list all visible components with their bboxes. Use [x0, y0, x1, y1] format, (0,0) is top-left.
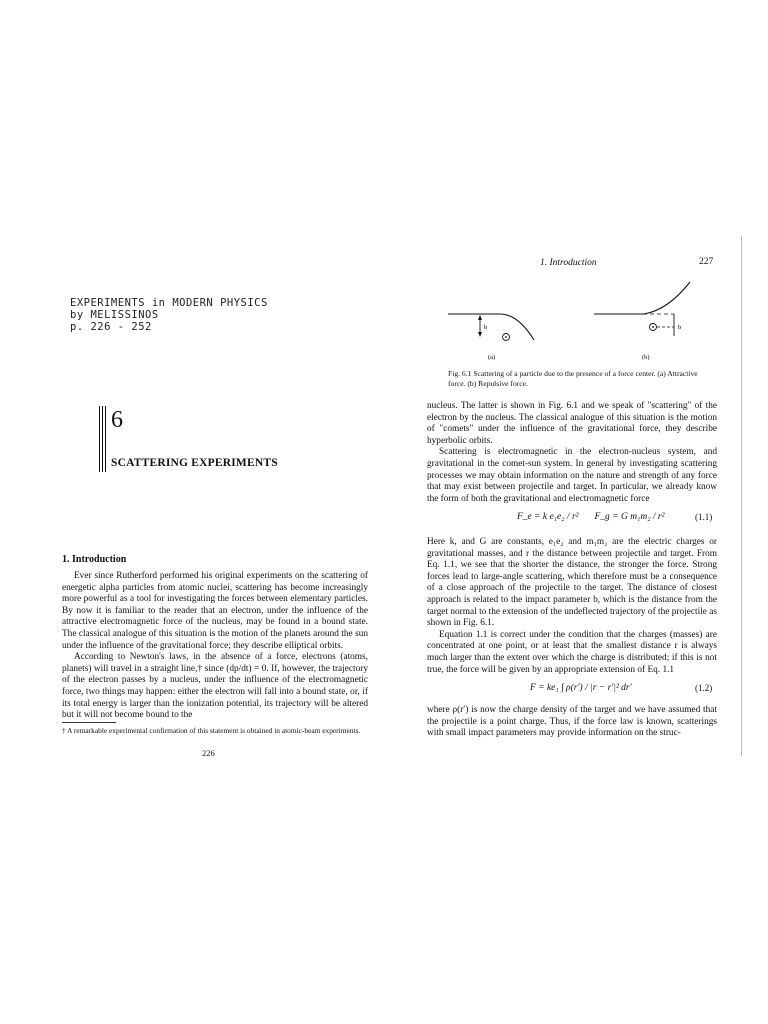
left-paragraph-2: According to Newton's laws, in the absence of a force, electrons (atoms, planets) will travel in a straight line,† since (dp/dt) = 0. If, however, the trajectory of the electron passes by a nucleus, under the influence of the electromagnetic force, two things may happen: either the electron will fall into a bound state, or, if its total energy is larger than the ionization potential, its trajectory will be altered but it will not become bound to the: [62, 652, 368, 721]
figure-b-label-b: b: [678, 324, 682, 331]
right-body-bottom: [427, 705, 717, 740]
right-body-top: [427, 401, 717, 505]
chapter-number: 6: [111, 407, 123, 433]
chapter-title: SCATTERING EXPERIMENTS: [111, 457, 278, 469]
footnote-rule: [62, 722, 116, 723]
equation-fe: F_e = k e₁e₂ / r²: [517, 512, 579, 522]
equation-1-1: [517, 512, 717, 522]
running-head: 1. Introduction: [540, 258, 597, 268]
right-paragraph-2: Scattering is electromagnetic in the electron-nucleus system, and gravitational in the comet-sun system. In general by investigating scattering processes we may obtain information on the nature and strength of any force that may exist between projectile and target. In particular, we already know the form of both the gravitational and electromagnetic force: [427, 447, 717, 504]
left-body: [62, 571, 368, 722]
panel-label-b: (b): [642, 354, 650, 360]
right-paragraph-3: Here k, and G are constants, e₁e₂ and m₁m₂ are the electric charges or gravitational masses, and r the distance between projectile and target. From Eq. 1.1, we see that the shorter the distance, the stronger the force. Strong forces lead to large-angle scattering, which therefore must be a consequence of a close approach of the projectile to the target. The distance of closest approach is related to the impact parameter b, which is the distance from the target normal to the extension of the undeflected trajectory of the projectile as shown in Fig. 6.1.: [427, 537, 717, 629]
figure-6-1: [430, 280, 720, 360]
handwritten-note: [70, 297, 270, 333]
page-edge-line: [741, 236, 742, 756]
section-heading: 1. Introduction: [62, 554, 127, 565]
right-paragraph-1: nucleus. The latter is shown in Fig. 6.1 and we speak of "scattering" of the electron by the nucleus. The classical analogue of this situation is the motion of "comets" under the influence of the gravitational force, they describe hyperbolic orbits.: [427, 401, 717, 446]
equation-1-2-text: F = ke₁ ∫ ρ(r′) / |r − r′|² dr′: [530, 683, 632, 693]
equation-1-1-number: (1.1): [695, 512, 713, 522]
handwritten-line-2: by MELISSINOS: [70, 309, 159, 321]
right-paragraph-5: where ρ(r′) is now the charge density of the target and we have assumed that the projectile is a point charge. Thus, if the force law is known, scatterings with small impact parameters may provide information on the struc-: [427, 705, 717, 739]
equation-fg: F_g = G m₁m₂ / r²: [594, 512, 665, 522]
right-body-middle: [427, 537, 717, 676]
equation-1-2-number: (1.2): [695, 683, 713, 693]
figure-caption: Fig. 6.1 Scattering of a particle due to the presence of a force center. (a) Attractive force. (b) Repulsive force.: [448, 369, 698, 388]
right-page-number: 227: [699, 257, 714, 267]
left-page-number: 226: [202, 748, 215, 758]
left-paragraph-1: Ever since Rutherford performed his original experiments on the scattering of energetic alpha particles from atomic nuclei, scattering has become increasingly more powerful as a tool for investigating the forces between elementary particles. By now it is familiar to the reader that an electron, under the influence of the attractive electromagnetic force of the nucleus, may be found in a bound state. The classical analogue of this situation is the motion of the planets around the sun under the influence of the gravitational force; they describe elliptical orbits.: [62, 571, 368, 651]
attractive-trajectory: [448, 314, 534, 340]
footnote: † A remarkable experimental confirmation of this statement is obtained in atomic-beam experiments.: [62, 726, 361, 735]
panel-label-a: (a): [488, 354, 496, 360]
repulsive-trajectory: [644, 282, 690, 314]
figure-b-label-a: b: [484, 324, 488, 331]
right-paragraph-4: Equation 1.1 is correct under the condition that the charges (masses) are concentrated at one point, or at least that the smallest distance r is always much larger than the extent over which the charge is distributed; if this is not true, the force will be given by an appropriate extension of Eq. 1.1: [427, 629, 717, 675]
chapter-rule-bars: [99, 406, 107, 472]
handwritten-line-1: EXPERIMENTS in MODERN PHYSICS: [70, 297, 268, 309]
equation-1-2: [530, 683, 632, 693]
handwritten-line-3: p. 226 - 252: [70, 321, 152, 333]
